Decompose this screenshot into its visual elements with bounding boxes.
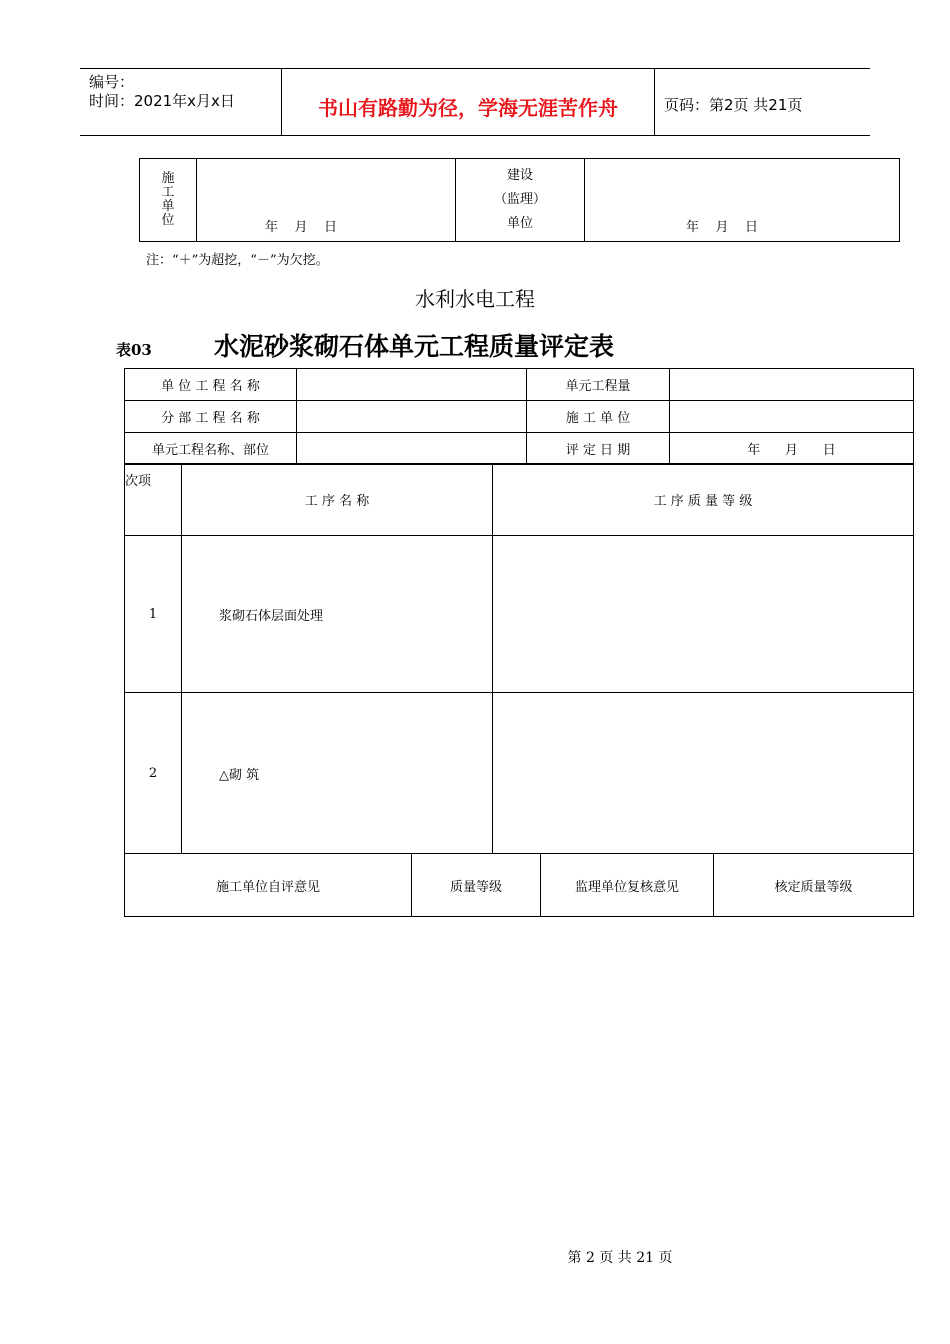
construction-unit-char: 单 — [161, 199, 175, 214]
header-number-label: 编号： — [89, 73, 135, 91]
division-project-name-value — [297, 401, 527, 433]
evaluation-date-label: 评 定 日 期 — [527, 433, 670, 465]
owner-sign-cell — [585, 159, 900, 242]
evaluation-table — [124, 853, 914, 917]
header-divider-right — [654, 68, 655, 136]
row-grade-value — [493, 693, 914, 854]
construction-unit-char: 施 — [161, 171, 175, 186]
element-name-location-value — [297, 433, 527, 465]
page-footer: 第 2 页 共 21 页 — [567, 1250, 673, 1266]
row-process-name-text: △砌 筑 — [219, 767, 260, 783]
unit-project-name-label: 单 位 工 程 名 称 — [125, 369, 297, 401]
col-name-header: 工 序 名 称 — [182, 464, 493, 536]
construction-unit-char: 工 — [161, 185, 175, 200]
division-project-name-label: 分 部 工 程 名 称 — [125, 401, 297, 433]
owner-line-2: （监理） — [493, 192, 546, 207]
row-index: 1 — [125, 536, 182, 693]
note-text: 注：“＋”为超挖，“－”为欠挖。 — [146, 253, 329, 268]
header-motto: 书山有路勤为径，学海无涯苦作舟 — [318, 96, 618, 120]
row-process-name — [182, 536, 493, 693]
quality-grade-label: 质量等级 — [412, 854, 541, 917]
supervision-review-label: 监理单位复核意见 — [541, 854, 714, 917]
construction-unit-label: 施 工 单 位 — [527, 401, 670, 433]
element-name-location-label: 单元工程名称、部位 — [125, 433, 297, 465]
owner-unit-cell — [456, 159, 585, 242]
row-process-name — [182, 693, 493, 854]
table-title: 水泥砂浆砌石体单元工程质量评定表 — [214, 332, 615, 361]
evaluation-date-value: 年 月 日 — [670, 433, 914, 465]
table-code: 表03 — [116, 341, 152, 359]
self-eval-label: 施工单位自评意见 — [125, 854, 412, 917]
unit-quantity-label: 单元工程量 — [527, 369, 670, 401]
construction-unit-value — [670, 401, 914, 433]
row-index: 2 — [125, 693, 182, 854]
construction-unit-cell — [140, 159, 197, 242]
owner-line-3: 单位 — [506, 216, 533, 231]
col-index-header: 次项 — [125, 464, 182, 536]
header-time-label: 时间：2021年x月x日 — [89, 92, 235, 110]
row-grade-value — [493, 536, 914, 693]
header-top-rule — [80, 68, 870, 69]
owner-line-1: 建设 — [506, 168, 533, 183]
info-table — [124, 368, 914, 465]
header-bottom-rule — [80, 135, 870, 136]
date-field-1: 年 月 日 — [264, 220, 338, 235]
header-page-code: 页码：第2页 共21页 — [664, 96, 803, 114]
process-table — [124, 463, 914, 854]
section-title: 水利水电工程 — [415, 287, 535, 311]
construction-sign-cell — [197, 159, 456, 242]
col-grade-header: 工 序 质 量 等 级 — [493, 464, 914, 536]
construction-unit-char: 位 — [161, 213, 175, 228]
table-row — [125, 693, 914, 854]
row-process-name-text: 浆砌石体层面处理 — [219, 608, 324, 624]
verified-grade-label: 核定质量等级 — [714, 854, 914, 917]
table-row — [125, 536, 914, 693]
unit-project-name-value — [297, 369, 527, 401]
unit-quantity-value — [670, 369, 914, 401]
date-field-2: 年 月 日 — [685, 220, 759, 235]
signature-table — [139, 158, 900, 242]
